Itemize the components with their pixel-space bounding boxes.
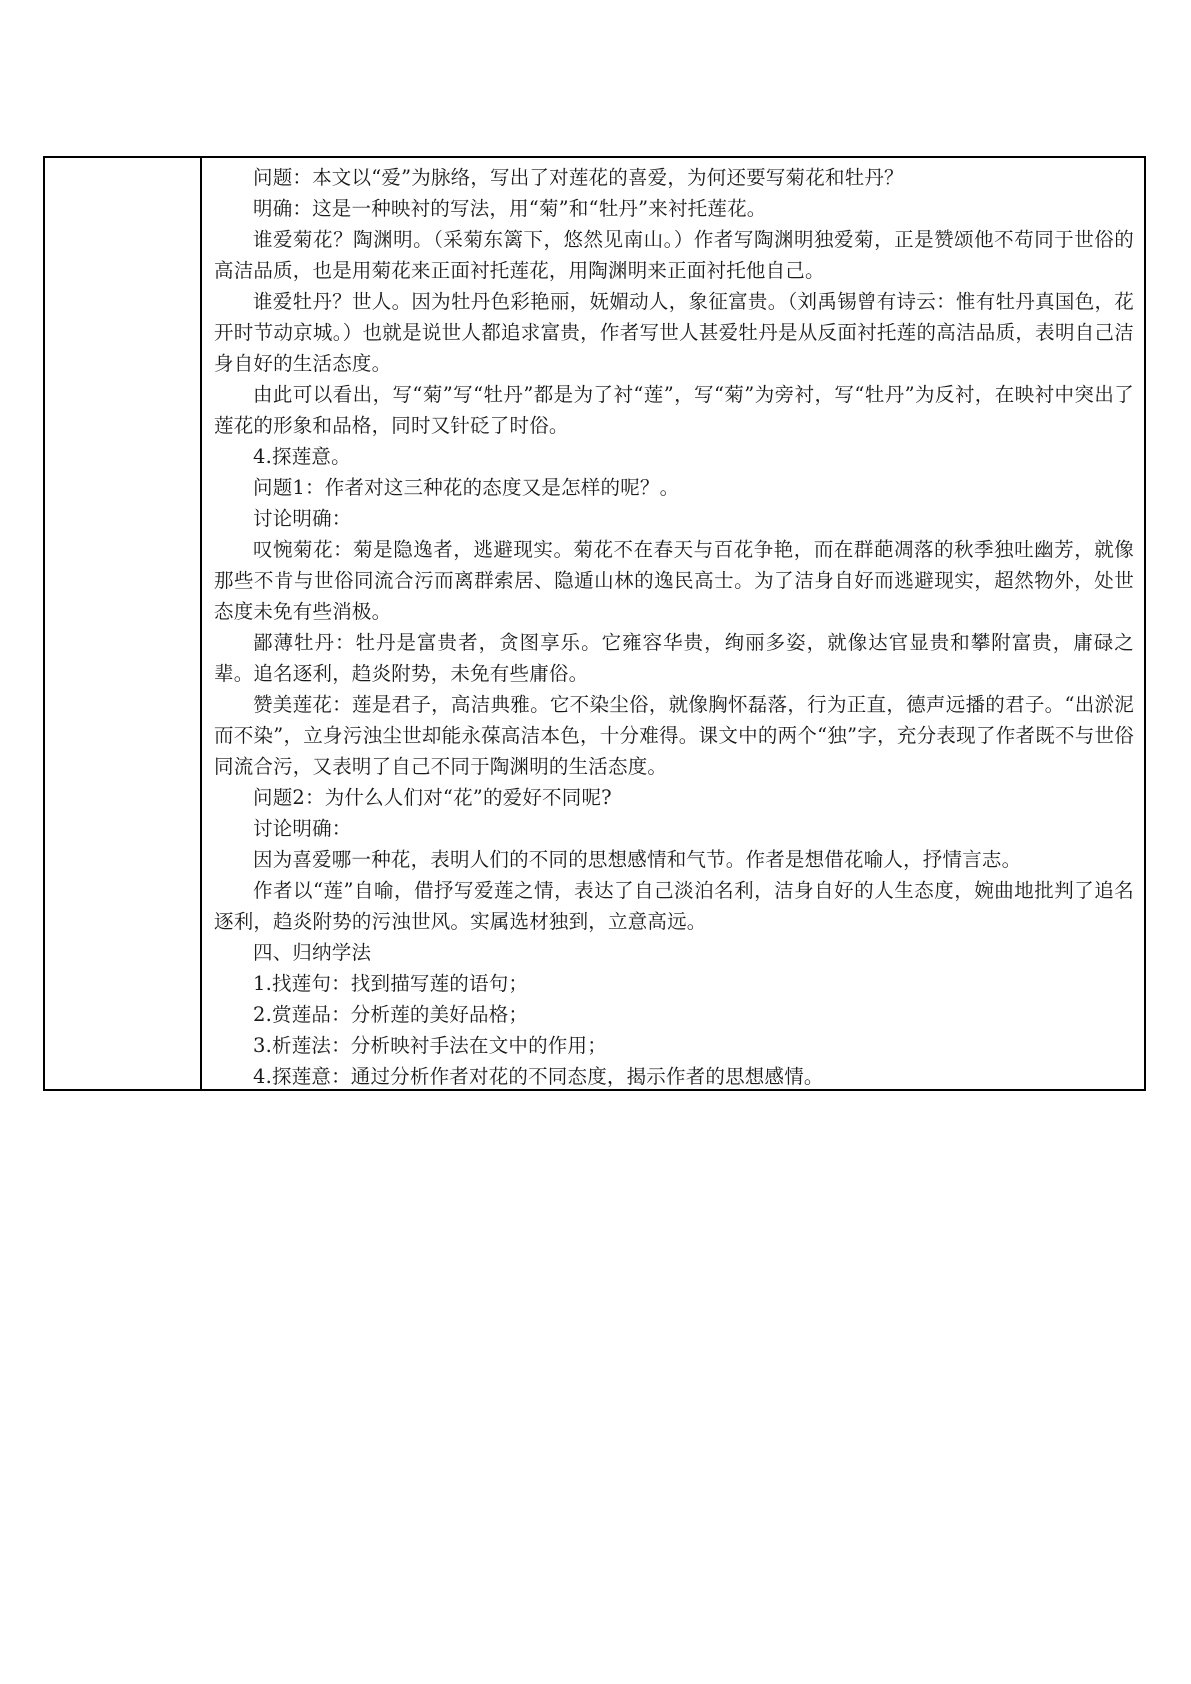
paragraph-peony-attitude: 鄙薄牡丹：牡丹是富贵者，贪图享乐。它雍容华贵，绚丽多姿，就像达官显贵和攀附富贵，庸碌之辈。追名逐利，趋炎附势，未免有些庸俗。 [214,631,1134,685]
paragraph-question-why-other-flowers: 问题：本文以“爱”为脉络，写出了对莲花的喜爱，为何还要写菊花和牡丹？ [253,166,904,189]
paragraph-chrysanthemum-attitude: 叹惋菊花：菊是隐逸者，逃避现实。菊花不在春天与百花争艳，而在群葩凋落的秋季独吐幽芳，就像那些不肯与世俗同流合污而离群索居、隐遁山林的逸民高士。为了洁身自好而逃避现实，超然物外，处世态度未免有些消极。 [214,538,1134,623]
section-heading-summarize-methods: 四、归纳学法 [253,941,372,964]
paragraph-discussion-label-2: 讨论明确： [253,817,352,840]
section-heading-explore-meaning: 4.探莲意。 [253,445,351,468]
paragraph-peony-lover: 谁爱牡丹？世人。因为牡丹色彩艳丽，妩媚动人，象征富贵。（刘禹锡曾有诗云：惟有牡丹真国色，花开时节动京城。）也就是说世人都追求富贵，作者写世人甚爱牡丹是从反面衬托莲的高洁品质，表明自己洁身自好的生活态度。 [214,290,1134,375]
method-item-3: 3.析莲法：分析映衬手法在文中的作用； [253,1034,607,1057]
paragraph-reason-preference: 因为喜爱哪一种花，表明人们的不同的思想感情和气节。作者是想借花喻人，抒情言志。 [253,848,1022,871]
paragraph-discussion-label-1: 讨论明确： [253,507,352,530]
table-left-cell [45,158,200,1089]
paragraph-question-1: 问题1：作者对这三种花的态度又是怎样的呢？。 [253,476,680,499]
paragraph-author-self-metaphor: 作者以“莲”自喻，借抒写爱莲之情，表达了自己淡泊名利，洁身自好的人生态度，婉曲地批判了追名逐利，趋炎附势的污浊世风。实属选材独到，立意高远。 [214,879,1134,933]
paragraph-lotus-praise: 赞美莲花：莲是君子，高洁典雅。它不染尘俗，就像胸怀磊落，行为正直，德声远播的君子。“出淤泥而不染”，立身污浊尘世却能永葆高洁本色，十分难得。课文中的两个“独”字，充分表现了作者既不与世俗同流合污，又表明了自己不同于陶渊明的生活态度。 [214,693,1134,778]
paragraph-chrysanthemum-lover: 谁爱菊花？陶渊明。（采菊东篱下，悠然见南山。）作者写陶渊明独爱菊，正是赞颂他不苟同于世俗的高洁品质，也是用菊花来正面衬托莲花，用陶渊明来正面衬托他自己。 [214,228,1134,282]
paragraph-contrast-summary: 由此可以看出，写“菊”写“牡丹”都是为了衬“莲”，写“菊”为旁衬，写“牡丹”为反衬，在映衬中突出了莲花的形象和品格，同时又针砭了时俗。 [214,383,1134,437]
method-item-1: 1.找莲句：找到描写莲的语句； [253,972,529,995]
paragraph-question-2: 问题2：为什么人们对“花”的爱好不同呢? [253,786,612,809]
table-content-cell [202,158,1144,1089]
method-item-2: 2.赏莲品：分析莲的美好品格； [253,1003,529,1026]
lesson-table [43,156,1146,1091]
method-item-4: 4.探莲意：通过分析作者对花的不同态度，揭示作者的思想感情。 [253,1065,824,1088]
paragraph-answer-contrast: 明确：这是一种映衬的写法，用“菊”和“牡丹”来衬托莲花。 [253,197,767,220]
